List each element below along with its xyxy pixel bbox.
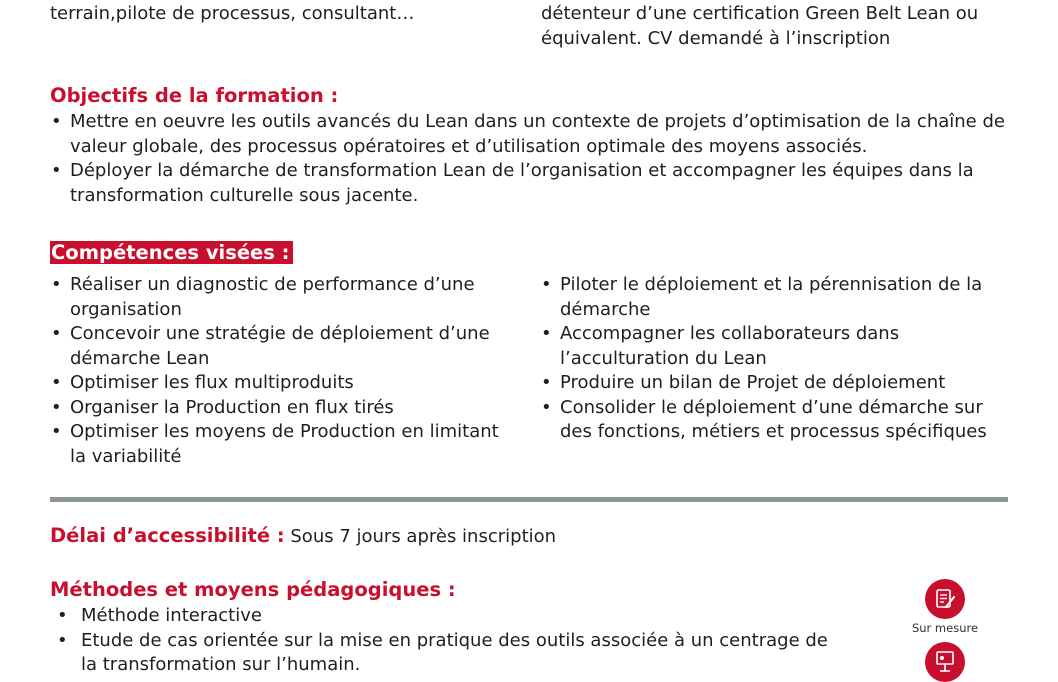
competences-heading [50,241,293,265]
methodes-list [50,604,840,678]
edit-document-icon [925,579,965,619]
delai-value: Sous 7 jours après inscription [290,526,557,547]
top-right-text [541,2,1011,51]
list-item: • Piloter le déploiement et la pérennisation de la démarche [540,273,1008,322]
list-item: • Accompagner les collaborateurs dans l’acculturation du Lean [540,322,1008,371]
competences-right-list [540,273,1008,445]
methodes-title: Méthodes et moyens pédagogiques : [50,578,456,601]
list-item: • Réaliser un diagnostic de performance d’une organisation [50,273,520,322]
list-item: • Concevoir une stratégie de déploiement d’une démarche Lean [50,322,520,371]
competences-title: Compétences visées : [50,241,293,264]
top-right-line-2: équivalent. CV demandé à l’inscription [541,27,891,49]
objectifs-list [50,110,1010,208]
list-item: • Consolider le déploiement d’une démarche sur des fonctions, métiers et processus spécifiques [540,396,1008,445]
delai-row [50,524,556,550]
list-item: • Produire un bilan de Projet de déploiement [540,371,1008,396]
list-item: • Etude de cas orientée sur la mise en pratique des outils associée à un centrage de la transformation sur l’humain. [50,629,840,678]
list-item: • Mettre en oeuvre les outils avancés du Lean dans un contexte de projets d’optimisation de la chaîne de valeur globale, des processus opératoires et d’utilisation optimale des moyens associés. [50,110,1010,159]
delai-label: Délai d’accessibilité : [50,524,285,547]
section-divider [50,497,1008,502]
list-item: • Optimiser les flux multiproduits [50,371,520,396]
list-item: • Déployer la démarche de transformation Lean de l’organisation et accompagner les équipes dans la transformation culturelle sous jacente. [50,159,1010,208]
presentation-board-icon [925,642,965,682]
competences-left-list [50,273,520,469]
top-right-line-1: détenteur d’une certification Green Belt Lean ou [541,3,979,24]
list-item: • Organiser la Production en flux tirés [50,396,520,421]
top-left-line: terrain,pilote de processus, consultant… [50,3,415,24]
list-item: • Optimiser les moyens de Production en limitant la variabilité [50,420,520,469]
objectifs-title: Objectifs de la formation : [50,84,339,107]
sur-mesure-label: Sur mesure [911,621,979,635]
list-item: • Méthode interactive [50,604,840,629]
